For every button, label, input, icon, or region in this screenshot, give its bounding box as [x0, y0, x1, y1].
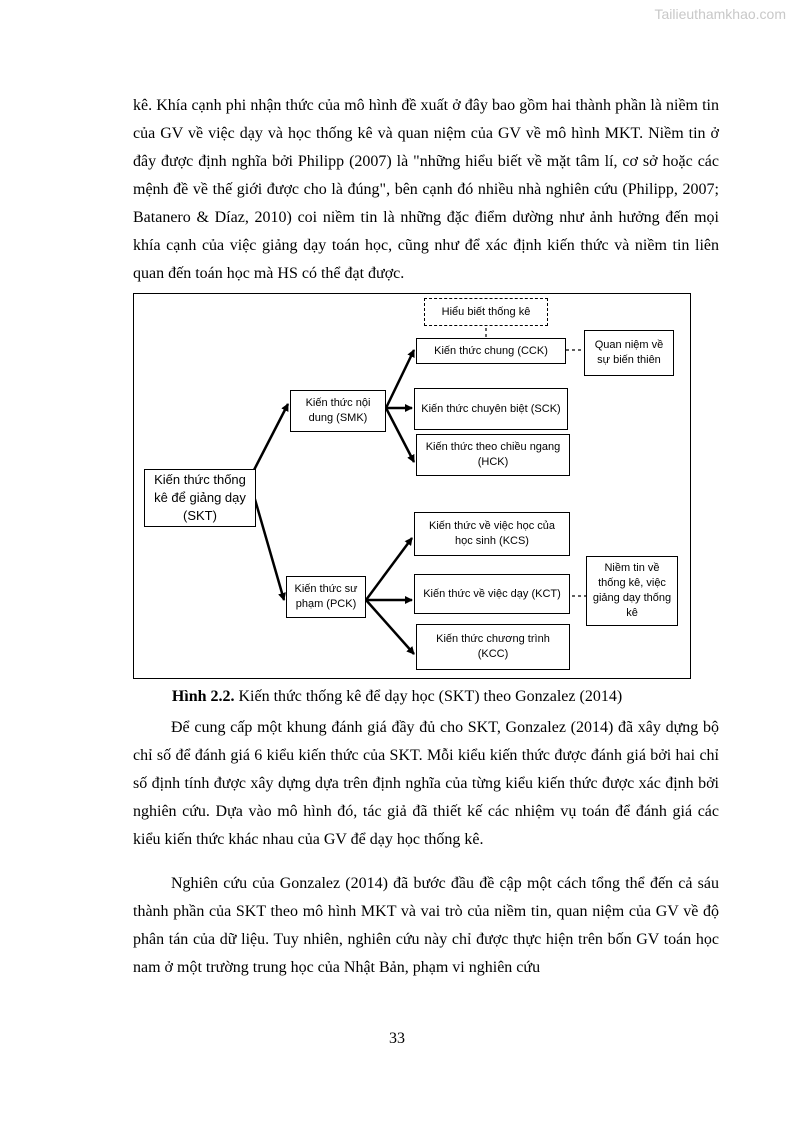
box-cck: Kiến thức chung (CCK)	[416, 338, 566, 364]
box-skt-root: Kiến thức thống kê để giảng dạy (SKT)	[144, 469, 256, 527]
arrow-root-smk	[254, 404, 288, 470]
caption-text: Kiến thức thống kê để dạy học (SKT) theo Gonzalez (2014)	[234, 688, 623, 705]
arrow-root-pck	[254, 496, 284, 600]
box-pck: Kiến thức sư phạm (PCK)	[286, 576, 366, 618]
arrow-smk-cck	[386, 350, 414, 408]
figure-caption	[0, 686, 794, 708]
box-kcc: Kiến thức chương trình (KCC)	[416, 624, 570, 670]
arrow-pck-kcs	[366, 538, 412, 600]
paragraph-2-text: Để cung cấp một khung đánh giá đầy đủ cho SKT, Gonzalez (2014) đã xây dựng bộ chỉ số để đánh giá 6 kiểu kiến thức của SKT. Mỗi kiểu kiến thức được đánh giá bởi hai chỉ số định tính được xây dựng dựa trên định nghĩa của từng kiểu kiến thức được xác định bởi nghiên cứu. Dựa vào mô hình đó, tác giả đã thiết kế các nhiệm vụ toán để đánh giá các kiểu kiến thức khác nhau của GV để dạy học thống kê.	[133, 719, 719, 848]
box-smk: Kiến thức nội dung (SMK)	[290, 390, 386, 432]
watermark: Tailieuthamkhao.com	[654, 6, 786, 22]
figure-skt-diagram	[133, 293, 691, 679]
paragraph-1: kê. Khía cạnh phi nhận thức của mô hình đề xuất ở đây bao gồm hai thành phần là niềm tin của GV về việc dạy và học thống kê và quan niệm của GV về mô hình MKT. Niềm tin ở đây được định nghĩa bởi Philipp (2007) là "những hiểu biết về mặt tâm lí, cơ sở hoặc các mệnh đề về thế giới được cho là đúng", bên cạnh đó nhiều nhà nghiên cứu (Philipp, 2007; Batanero & Díaz, 2010) coi niềm tin là những đặc điểm dường như ảnh hưởng đến mọi khía cạnh của việc giảng dạy toán học, cũng như để xác định kiến thức và niềm tin liên quan đến toán học mà HS có thể đạt được.	[133, 97, 719, 282]
paragraph-3	[133, 870, 719, 982]
page-number: 33	[389, 1030, 405, 1047]
box-hck: Kiến thức theo chiều ngang (HCK)	[416, 434, 570, 476]
arrow-pck-kcc	[366, 600, 414, 654]
box-niem-tin: Niềm tin về thống kê, việc giảng dạy thống kê	[586, 556, 678, 626]
arrow-smk-hck	[386, 408, 414, 462]
paragraph-3-text: Nghiên cứu của Gonzalez (2014) đã bước đầu đề cập một cách tổng thể đến cả sáu thành phần của SKT theo mô hình MKT và vai trò của niềm tin, quan niệm của GV về độ phân tán của dữ liệu. Tuy nhiên, nghiên cứu này chỉ được thực hiện trên bốn GV toán học nam ở một trường trung học của Nhật Bản, phạm vi nghiên cứu	[133, 875, 719, 976]
box-sck: Kiến thức chuyên biệt (SCK)	[414, 388, 568, 430]
caption-label: Hình 2.2.	[171, 688, 235, 705]
paragraph-2	[133, 714, 719, 854]
box-kcs: Kiến thức về việc học của học sinh (KCS)	[414, 512, 570, 556]
box-kct: Kiến thức về việc dạy (KCT)	[414, 574, 570, 614]
box-quan-niem: Quan niệm về sự biến thiên	[584, 330, 674, 376]
box-hieu-biet-thong-ke: Hiểu biết thống kê	[424, 298, 548, 326]
